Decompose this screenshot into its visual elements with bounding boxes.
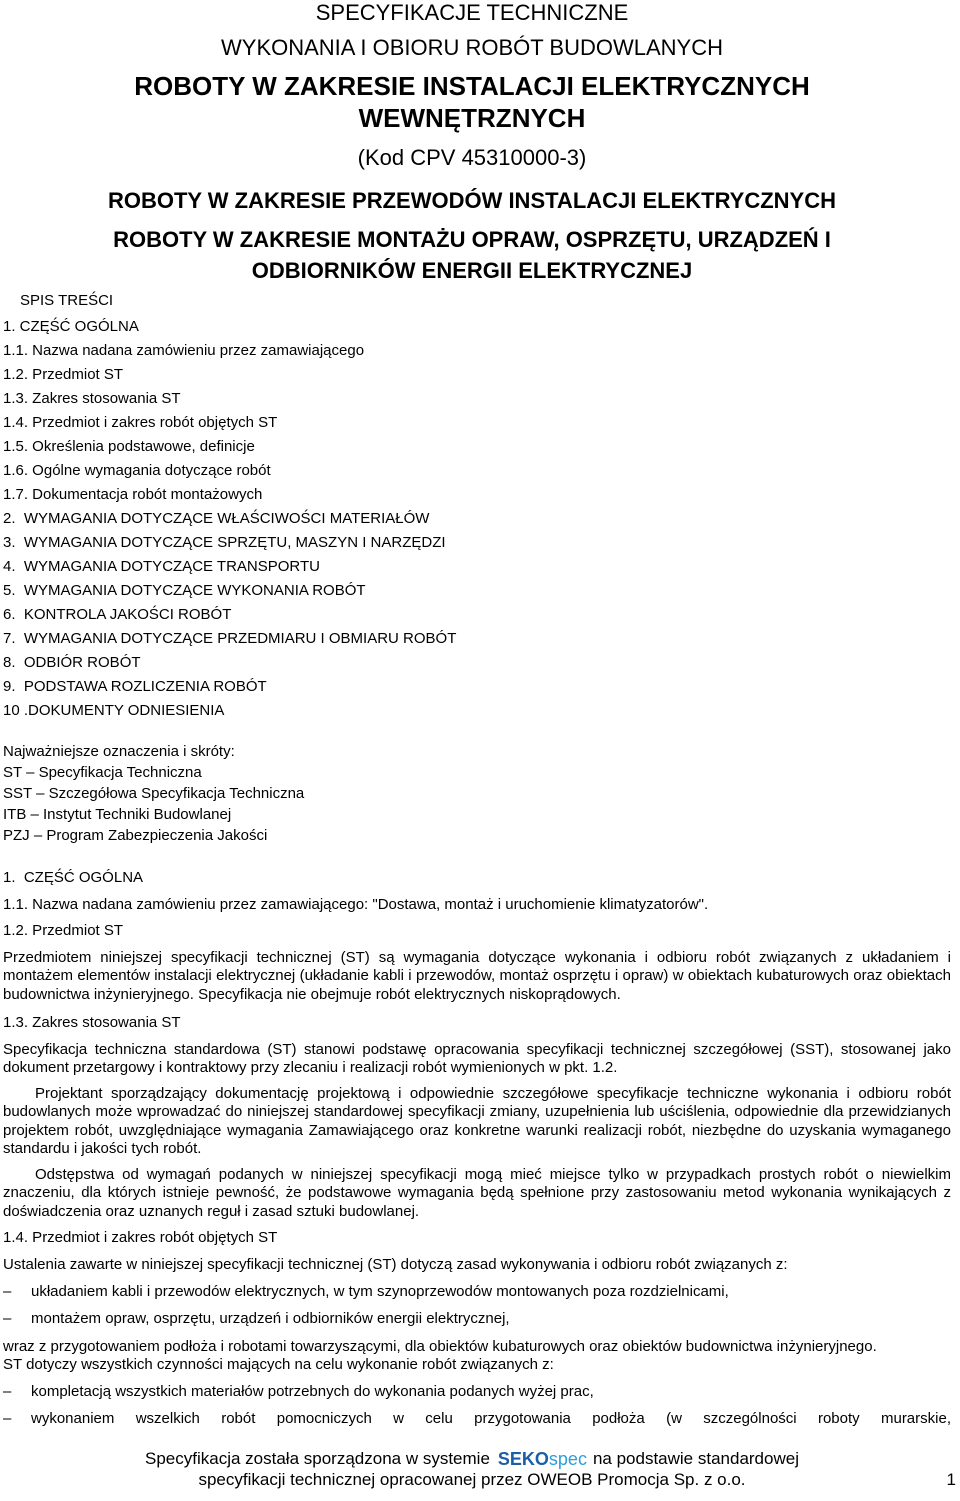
toc-item: 1.6. Ogólne wymagania dotyczące robót bbox=[3, 462, 271, 479]
toc-item: 3. WYMAGANIA DOTYCZĄCE SPRZĘTU, MASZYN I NARZĘDZI bbox=[3, 534, 446, 551]
abbreviation-item: ITB – Instytut Techniki Budowlanej bbox=[3, 806, 232, 823]
doc-title-1: SPECYFIKACJE TECHNICZNE bbox=[315, 0, 629, 25]
bullet-dash: – bbox=[3, 1410, 12, 1427]
doc-title-3: ROBOTY W ZAKRESIE INSTALACJI ELEKTRYCZNYCH bbox=[134, 71, 810, 101]
section-heading: 1.3. Zakres stosowania ST bbox=[3, 1014, 181, 1031]
bullet-dash: – bbox=[3, 1310, 12, 1327]
doc-title-4: WEWNĘTRZNYCH bbox=[358, 103, 586, 133]
footer-text: Specyfikacja została sporządzona w systemie bbox=[145, 1449, 490, 1468]
toc-item: 1.3. Zakres stosowania ST bbox=[3, 390, 181, 407]
paragraph: Ustalenia zawarte w niniejszej specyfikacji technicznej (ST) dotyczą zasad wykonywania i odbioru robót związanych z: bbox=[3, 1256, 788, 1273]
paragraph: Przedmiotem niniejszej specyfikacji technicznej (ST) są wymagania dotyczące wykonania i odbioru robót związanych z układaniem i montażem elementów instalacji elektrycznej (układanie kabli i przewodów, montaż osprzętu i opraw) w obiektach kubaturowych oraz obiektach budownictwa inżynieryjnego. Specyfikacja nie obejmuje robót elektrycznych niskoprądowych. bbox=[3, 949, 951, 1003]
doc-subtitle-3: ODBIORNIKÓW ENERGII ELEKTRYCZNEJ bbox=[251, 258, 693, 283]
section-heading: 1.2. Przedmiot ST bbox=[3, 922, 124, 939]
footer-line-1 bbox=[0, 1448, 944, 1470]
abbreviation-item: ST – Specyfikacja Techniczna bbox=[3, 764, 202, 781]
toc-item: 1. CZĘŚĆ OGÓLNA bbox=[3, 318, 139, 335]
toc-item: 2. WYMAGANIA DOTYCZĄCE WŁAŚCIWOŚCI MATERIAŁÓW bbox=[3, 510, 430, 527]
section-heading: 1.4. Przedmiot i zakres robót objętych ST bbox=[3, 1229, 278, 1246]
abbreviations-title: Najważniejsze oznaczenia i skróty: bbox=[3, 743, 235, 760]
paragraph: Odstępstwa od wymagań podanych w niniejszej specyfikacji mogą mieć miejsce tylko w przypadkach prostych robót o niewielkim znaczeniu, dla których istnieje pewność, że podstawowe wymagania będą spełnione przy zastosowaniu metod wykonania wynikających z doświadczenia oraz uznanych reguł i zasad sztuki budowlanej. bbox=[3, 1166, 951, 1220]
footer-text: na podstawie standardowej bbox=[592, 1449, 799, 1468]
footer-line-2: specyfikacji technicznej opracowanej przez OWEOB Promocja Sp. z o.o. bbox=[198, 1470, 746, 1489]
toc-item: 1.1. Nazwa nadana zamówieniu przez zamawiającego bbox=[3, 342, 365, 359]
toc-item: 7. WYMAGANIA DOTYCZĄCE PRZEDMIARU I OBMIARU ROBÓT bbox=[3, 630, 457, 647]
toc-item: 4. WYMAGANIA DOTYCZĄCE TRANSPORTU bbox=[3, 558, 320, 575]
bullet-dash: – bbox=[3, 1383, 12, 1400]
paragraph: ST dotyczy wszystkich czynności mających na celu wykonanie robót związanych z: bbox=[3, 1356, 554, 1373]
bullet-item: kompletacją wszystkich materiałów potrzebnych do wykonania podanych wyżej prac, bbox=[31, 1383, 594, 1400]
doc-subtitle-1: ROBOTY W ZAKRESIE PRZEWODÓW INSTALACJI ELEKTRYCZNYCH bbox=[107, 188, 837, 213]
bullet-item: układaniem kabli i przewodów elektrycznych, w tym szynoprzewodów montowanych poza rozdzielnicami, bbox=[31, 1283, 729, 1300]
doc-subtitle-2: ROBOTY W ZAKRESIE MONTAŻU OPRAW, OSPRZĘTU, URZĄDZEŃ I bbox=[113, 227, 831, 252]
paragraph: wraz z przygotowaniem podłoża i robotami towarzyszącymi, dla obiektów kubaturowych oraz obiektów budownictwa inżynieryjnego. bbox=[3, 1338, 877, 1355]
bullet-dash: – bbox=[3, 1283, 12, 1300]
toc-item: 1.4. Przedmiot i zakres robót objętych ST bbox=[3, 414, 278, 431]
abbreviation-item: SST – Szczegółowa Specyfikacja Techniczna bbox=[3, 785, 305, 802]
toc-title: SPIS TREŚCI bbox=[20, 292, 114, 309]
toc-item: 1.7. Dokumentacja robót montażowych bbox=[3, 486, 263, 503]
page-number: 1 bbox=[946, 1470, 956, 1489]
cpv-code: (Kod CPV 45310000-3) bbox=[357, 145, 587, 170]
section-heading: 1. CZĘŚĆ OGÓLNA bbox=[3, 869, 144, 886]
toc-item: 8. ODBIÓR ROBÓT bbox=[3, 654, 141, 671]
bullet-item: montażem opraw, osprzętu, urządzeń i odbiorników energii elektrycznej, bbox=[31, 1310, 510, 1327]
toc-item: 6. KONTROLA JAKOŚCI ROBÓT bbox=[3, 606, 232, 623]
toc-item: 1.5. Określenia podstawowe, definicje bbox=[3, 438, 255, 455]
abbreviation-item: PZJ – Program Zabezpieczenia Jakości bbox=[3, 827, 268, 844]
doc-title-2: WYKONANIA I OBIORU ROBÓT BUDOWLANYCH bbox=[221, 35, 723, 60]
toc-item: 10 .DOKUMENTY ODNIESIENIA bbox=[3, 702, 225, 719]
section-heading: 1.1. Nazwa nadana zamówieniu przez zamawiającego: "Dostawa, montaż i uruchomienie klimatyzatorów". bbox=[3, 896, 709, 913]
toc-item: 9. PODSTAWA ROZLICZENIA ROBÓT bbox=[3, 678, 267, 695]
paragraph: Projektant sporządzający dokumentację projektową i odpowiednie szczegółowe specyfikacje techniczne wykonania i odbioru robót budowlanych może wprowadzać do niniejszej standardowej specyfikacji zmiany, uzupełnienia lub uściślenia, odpowiednie dla przewidzianych projektem robót, uwzględniające wymagania Zamawiającego oraz konkretne warunki realizacji robót, niezbędne do uzyskania wymaganego standardu i jakości tych robót. bbox=[3, 1085, 951, 1158]
toc-item: 5. WYMAGANIA DOTYCZĄCE WYKONANIA ROBÓT bbox=[3, 582, 366, 599]
toc-item: 1.2. Przedmiot ST bbox=[3, 366, 124, 383]
paragraph: Specyfikacja techniczna standardowa (ST) stanowi podstawę opracowania specyfikacji technicznej szczegółowej (SST), stosowanej jako dokument przetargowy i kontraktowy przy zlecaniu i realizacji robót wymienionych w pkt. 1.2. bbox=[3, 1041, 951, 1077]
bullet-item: wykonaniem wszelkich robót pomocniczych w celu przygotowania podłoża (w szczególności roboty murarskie, bbox=[31, 1410, 951, 1427]
sekospec-logo: SEKOspec bbox=[497, 1449, 587, 1469]
